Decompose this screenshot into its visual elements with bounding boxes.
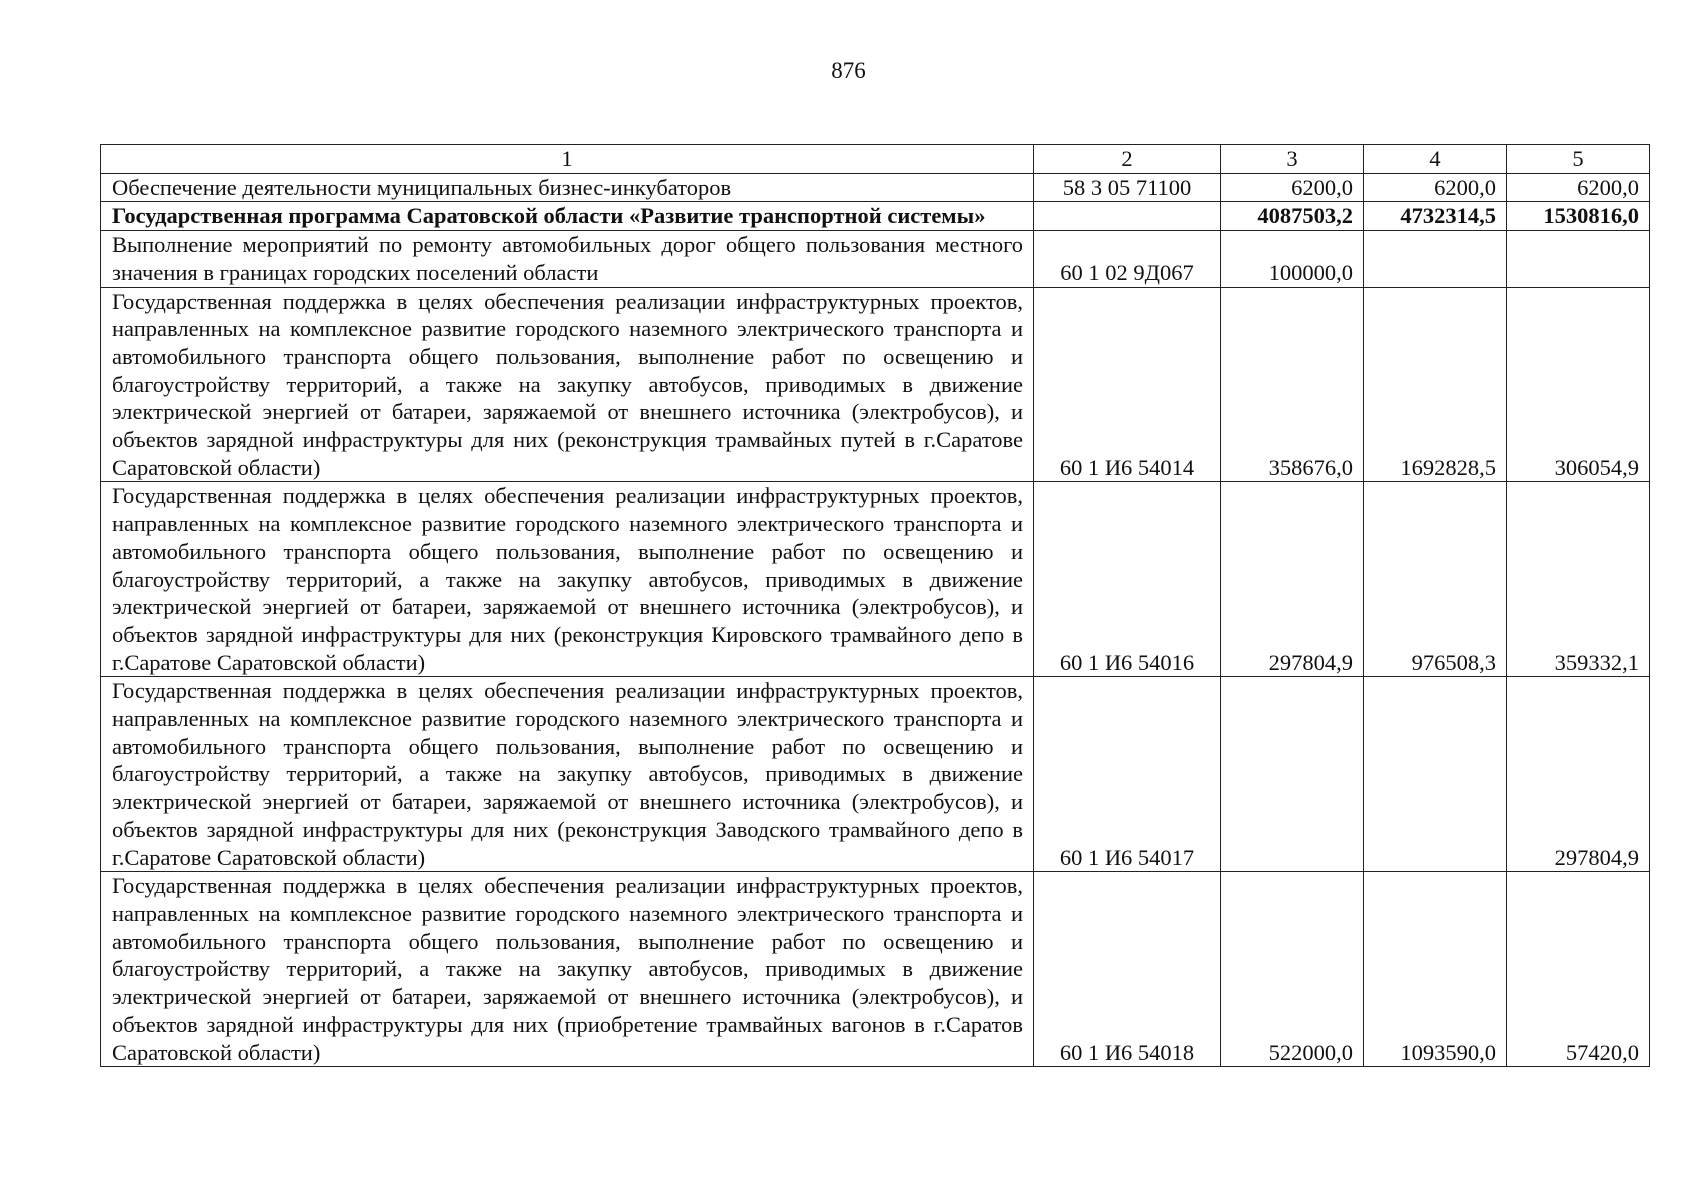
- row-value-col4: 6200,0: [1364, 173, 1507, 202]
- row-description: Государственная программа Саратовской области «Развитие транспортной системы»: [101, 202, 1034, 231]
- row-value-col3: 522000,0: [1221, 872, 1364, 1067]
- row-description: Государственная поддержка в целях обеспечения реализации инфраструктурных проектов, направленных на комплексное развитие городского наземного электрического транспорта и автомобильного транспорта общего пользования, выполнение работ по освещению и благоустройству территорий, а также на закупку автобусов, приводимых в движение электрической энергией от батареи, заряжаемой от внешнего источника (электробусов), и объектов зарядной инфраструктуры для них (реконструкция трамвайных путей в г.Саратове Саратовской области): [101, 287, 1034, 482]
- table-row: [101, 677, 1650, 872]
- row-value-col5: [1507, 231, 1650, 287]
- table-row: [101, 482, 1650, 677]
- row-value-col5: 297804,9: [1507, 677, 1650, 872]
- row-code: [1034, 202, 1221, 231]
- table-header-row: [101, 145, 1650, 174]
- column-header-5: 5: [1507, 145, 1650, 174]
- row-description: Выполнение мероприятий по ремонту автомобильных дорог общего пользования местного значения в границах городских поселений области: [101, 231, 1034, 287]
- row-value-col3: 100000,0: [1221, 231, 1364, 287]
- row-code: 60 1 И6 54017: [1034, 677, 1221, 872]
- table-body: [101, 145, 1650, 1067]
- table-row: [101, 173, 1650, 202]
- row-code: 60 1 И6 54016: [1034, 482, 1221, 677]
- table-row: [101, 287, 1650, 482]
- row-value-col3: 4087503,2: [1221, 202, 1364, 231]
- row-code: 60 1 02 9Д067: [1034, 231, 1221, 287]
- column-header-1: 1: [101, 145, 1034, 174]
- row-value-col5: 359332,1: [1507, 482, 1650, 677]
- row-value-col5: 6200,0: [1507, 173, 1650, 202]
- row-value-col3: 6200,0: [1221, 173, 1364, 202]
- table-row: [101, 231, 1650, 287]
- row-value-col4: [1364, 677, 1507, 872]
- table-row: [101, 202, 1650, 231]
- row-description: Обеспечение деятельности муниципальных бизнес-инкубаторов: [101, 173, 1034, 202]
- row-code: 60 1 И6 54014: [1034, 287, 1221, 482]
- row-description: Государственная поддержка в целях обеспечения реализации инфраструктурных проектов, направленных на комплексное развитие городского наземного электрического транспорта и автомобильного транспорта общего пользования, выполнение работ по освещению и благоустройству территорий, а также на закупку автобусов, приводимых в движение электрической энергией от батареи, заряжаемой от внешнего источника (электробусов), и объектов зарядной инфраструктуры для них (приобретение трамвайных вагонов в г.Саратов Саратовской области): [101, 872, 1034, 1067]
- row-value-col5: 1530816,0: [1507, 202, 1650, 231]
- row-value-col4: [1364, 231, 1507, 287]
- row-value-col3: 358676,0: [1221, 287, 1364, 482]
- budget-table: [100, 144, 1650, 1067]
- column-header-2: 2: [1034, 145, 1221, 174]
- row-value-col4: 1093590,0: [1364, 872, 1507, 1067]
- column-header-4: 4: [1364, 145, 1507, 174]
- row-code: 60 1 И6 54018: [1034, 872, 1221, 1067]
- row-description: Государственная поддержка в целях обеспечения реализации инфраструктурных проектов, направленных на комплексное развитие городского наземного электрического транспорта и автомобильного транспорта общего пользования, выполнение работ по освещению и благоустройству территорий, а также на закупку автобусов, приводимых в движение электрической энергией от батареи, заряжаемой от внешнего источника (электробусов), и объектов зарядной инфраструктуры для них (реконструкция Заводского трамвайного депо в г.Саратове Саратовской области): [101, 677, 1034, 872]
- row-code: 58 3 05 71100: [1034, 173, 1221, 202]
- column-header-3: 3: [1221, 145, 1364, 174]
- page-number: 876: [831, 58, 866, 83]
- row-value-col4: 976508,3: [1364, 482, 1507, 677]
- row-description: Государственная поддержка в целях обеспечения реализации инфраструктурных проектов, направленных на комплексное развитие городского наземного электрического транспорта и автомобильного транспорта общего пользования, выполнение работ по освещению и благоустройству территорий, а также на закупку автобусов, приводимых в движение электрической энергией от батареи, заряжаемой от внешнего источника (электробусов), и объектов зарядной инфраструктуры для них (реконструкция Кировского трамвайного депо в г.Саратове Саратовской области): [101, 482, 1034, 677]
- row-value-col5: 306054,9: [1507, 287, 1650, 482]
- row-value-col3: 297804,9: [1221, 482, 1364, 677]
- row-value-col4: 1692828,5: [1364, 287, 1507, 482]
- row-value-col3: [1221, 677, 1364, 872]
- row-value-col4: 4732314,5: [1364, 202, 1507, 231]
- table-row: [101, 872, 1650, 1067]
- row-value-col5: 57420,0: [1507, 872, 1650, 1067]
